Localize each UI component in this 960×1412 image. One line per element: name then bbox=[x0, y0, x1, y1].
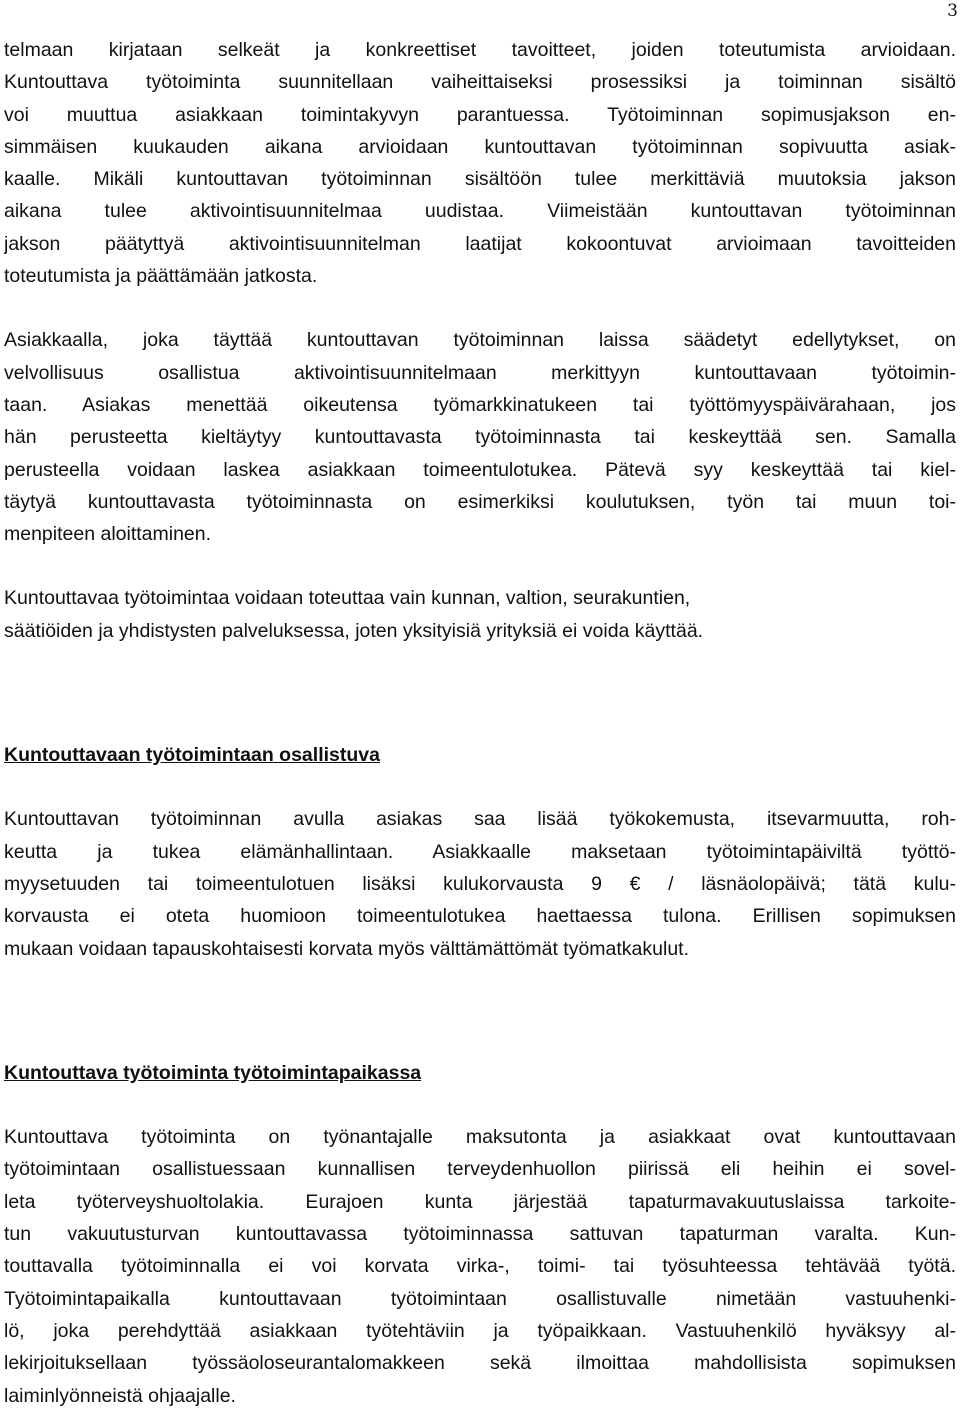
text-line: perusteella voidaan laskea asiakkaan toimeentulotukea. Pätevä syy keskeyttää tai kiel- bbox=[4, 458, 956, 481]
text-line: leta työterveyshuoltolakia. Eurajoen kunta järjestää tapaturmavakuutuslaissa tarkoite- bbox=[4, 1190, 956, 1213]
text-line: Kuntouttavan työtoiminnan avulla asiakas saa lisää työkokemusta, itsevarmuutta, roh- bbox=[4, 808, 956, 831]
text-line: tun vakuutusturvan kuntouttavassa työtoiminnassa sattuvan tapaturman varalta. Kun- bbox=[4, 1223, 956, 1246]
text-line: jakson päätyttyä aktivointisuunnitelman laatijat kokoontuvat arvioimaan tavoitteiden bbox=[4, 232, 956, 255]
document-body bbox=[4, 34, 956, 1412]
text-line: korvausta ei oteta huomioon toimeentulotukea haettaessa tulona. Erillisen sopimuksen bbox=[4, 905, 956, 928]
section-heading: Kuntouttavaan työtoimintaan osallistuva bbox=[4, 744, 380, 767]
text-line: Asiakkaalla, joka täyttää kuntouttavan työtoiminnan laissa säädetyt edellytykset, on bbox=[4, 329, 956, 352]
text-line: velvollisuus osallistua aktivointisuunnitelmaan merkittyyn kuntouttavaan työtoimin- bbox=[4, 361, 956, 384]
text-line: Kuntouttava työtoiminta on työnantajalle maksutonta ja asiakkaat ovat kuntouttavaan bbox=[4, 1126, 956, 1149]
section bbox=[4, 739, 956, 965]
page-number: 3 bbox=[947, 1, 958, 21]
text-line: toteutumista ja päättämään jatkosta. bbox=[4, 265, 318, 288]
text-line: simmäisen kuukauden aikana arvioidaan kuntouttavan työtoiminnan sopivuutta asiak- bbox=[4, 135, 956, 158]
text-line: keutta ja tukea elämänhallintaan. Asiakkaalle maksetaan työtoimintapäiviltä työttö- bbox=[4, 840, 956, 863]
text-line: telmaan kirjataan selkeät ja konkreettiset tavoitteet, joiden toteutumista arvioidaan. bbox=[4, 39, 956, 61]
text-line: hän perusteetta kieltäytyy kuntouttavasta työtoiminnasta tai keskeyttää sen. Samalla bbox=[4, 426, 956, 449]
text-line: täytyä kuntouttavasta työtoiminnasta on esimerkiksi koulutuksen, työn tai muun toi- bbox=[4, 490, 956, 513]
paragraph bbox=[4, 34, 956, 292]
text-line: touttavalla työtoiminnalla ei voi korvata virka-, toimi- tai työsuhteessa tehtävää työtä. bbox=[4, 1255, 956, 1278]
section bbox=[4, 1057, 956, 1412]
text-line: Työtoimintapaikalla kuntouttavaan työtoimintaan osallistuvalle nimetään vastuuhenki- bbox=[4, 1287, 956, 1310]
text-line: mukaan voidaan tapauskohtaisesti korvata myös välttämättömät työmatkakulut. bbox=[4, 937, 690, 960]
text-line: työtoimintaan osallistuessaan kunnallisen terveydenhuollon piirissä eli heihin ei sovel- bbox=[4, 1158, 956, 1181]
text-line: lö, joka perehdyttää asiakkaan työtehtäviin ja työpaikkaan. Vastuuhenkilö hyväksyy al- bbox=[4, 1319, 956, 1342]
text-line: kaalle. Mikäli kuntouttavan työtoiminnan sisältöön tulee merkittäviä muutoksia jakson bbox=[4, 168, 956, 191]
text-line: laiminlyönneistä ohjaajalle. bbox=[4, 1384, 236, 1407]
paragraph bbox=[4, 324, 956, 550]
text-line: lekirjoituksellaan työssäoloseurantalomakkeen sekä ilmoittaa mahdollisista sopimuksen bbox=[4, 1352, 956, 1375]
text-line: Kuntouttava työtoiminta suunnitellaan vaiheittaiseksi prosessiksi ja toiminnan sisältö bbox=[4, 71, 956, 94]
paragraph bbox=[4, 582, 956, 647]
text-line: voi muuttua asiakkaan toimintakyvyn parantuessa. Työtoiminnan sopimusjakson en- bbox=[4, 103, 956, 126]
text-line: Kuntouttavaa työtoimintaa voidaan toteuttaa vain kunnan, valtion, seurakuntien, bbox=[4, 587, 691, 610]
text-line: menpiteen aloittaminen. bbox=[4, 523, 212, 546]
text-line: myysetuuden tai toimeentulotuen lisäksi kulukorvausta 9 € / läsnäolopäivä; tätä kulu- bbox=[4, 872, 956, 895]
text-line: taan. Asiakas menettää oikeutensa työmarkkinatukeen tai työttömyyspäivärahaan, jos bbox=[4, 393, 956, 416]
section-heading: Kuntouttava työtoiminta työtoimintapaikassa bbox=[4, 1061, 422, 1084]
text-line: säätiöiden ja yhdistysten palveluksessa, joten yksityisiä yrityksiä ei voida käyttää. bbox=[4, 619, 704, 642]
text-line: aikana tulee aktivointisuunnitelmaa uudistaa. Viimeistään kuntouttavan työtoiminnan bbox=[4, 200, 956, 223]
